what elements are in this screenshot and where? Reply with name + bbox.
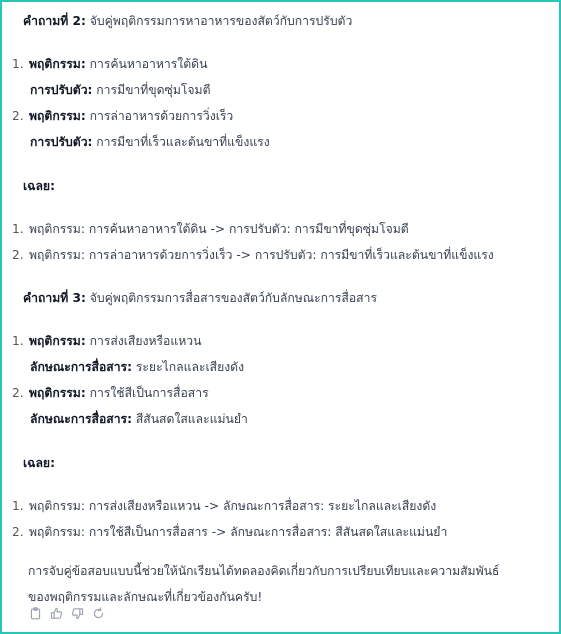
communication-text: สีสันสดใสและแม่นยำ: [131, 412, 248, 426]
communication-label: ลักษณะการสื่อสาร:: [30, 360, 132, 374]
list-number: 1.: [12, 222, 24, 236]
thumbs-up-button[interactable]: [48, 605, 64, 621]
behavior-text: การล่าอาหารด้วยการวิ่งเร็ว: [85, 109, 234, 123]
list-item: [12, 332, 552, 377]
behavior-text: การส่งเสียงหรือแหวน: [85, 334, 202, 348]
message-toolbar: [27, 605, 106, 621]
behavior-text: การใช้สีเป็นการสื่อสาร: [85, 386, 209, 400]
answer-text: พฤติกรรม: การล่าอาหารด้วยการวิ่งเร็ว -> การปรับตัว: การมีขาที่เร็วและต้นขาที่แข็งแรง: [29, 248, 494, 262]
behavior-text: การค้นหาอาหารใต้ดิน: [85, 57, 208, 71]
thumbs-up-icon: [50, 607, 63, 620]
behavior-label: พฤติกรรม:: [29, 57, 86, 71]
answer-item: [12, 220, 552, 239]
closing-line-2: ของพฤติกรรมและลักษณะที่เกี่ยวข้องกันครับ!: [28, 590, 263, 604]
list-number: 1.: [12, 499, 24, 513]
question-3-heading: [23, 289, 552, 308]
clipboard-icon: [29, 607, 42, 620]
question-2-answers: [12, 220, 552, 265]
thumbs-down-button[interactable]: [69, 605, 85, 621]
regenerate-button[interactable]: [90, 605, 106, 621]
behavior-label: พฤติกรรม:: [29, 334, 86, 348]
list-number: 1.: [12, 334, 24, 348]
list-number: 2.: [12, 248, 24, 262]
answer-text: พฤติกรรม: การส่งเสียงหรือแหวน -> ลักษณะการสื่อสาร: ระยะไกลและเสียงดัง: [29, 499, 437, 513]
question-2-label: คำถามที่ 2:: [23, 14, 86, 28]
closing-line-1: การจับคู่ข้อสอบแบบนี้ช่วยให้นักเรียนได้ทดลองคิดเกี่ยวกับการเปรียบเทียบและความสัมพันธ์: [28, 564, 500, 578]
list-number: 2.: [12, 109, 24, 123]
list-number: 2.: [12, 525, 24, 539]
question-3-label: คำถามที่ 3:: [23, 291, 86, 305]
adaptation-label: การปรับตัว:: [30, 83, 93, 97]
question-2-items: [12, 55, 552, 152]
communication-label: ลักษณะการสื่อสาร:: [30, 412, 132, 426]
answer-item: [12, 523, 552, 542]
thumbs-down-icon: [71, 607, 84, 620]
list-number: 1.: [12, 57, 24, 71]
list-item: [12, 384, 552, 429]
behavior-label: พฤติกรรม:: [29, 109, 86, 123]
answer-heading: เฉลย:: [23, 179, 55, 193]
answer-text: พฤติกรรม: การค้นหาอาหารใต้ดิน -> การปรับตัว: การมีขาที่ขุดซุ่มโจมตี: [29, 222, 409, 236]
adaptation-label: การปรับตัว:: [30, 135, 93, 149]
closing-paragraph: [28, 558, 552, 610]
list-item: [12, 107, 552, 152]
behavior-label: พฤติกรรม:: [29, 386, 86, 400]
adaptation-text: การมีขาที่เร็วและต้นขาที่แข็งแรง: [92, 135, 270, 149]
question-3-answers: [12, 497, 552, 542]
question-3-items: [12, 332, 552, 429]
copy-button[interactable]: [27, 605, 43, 621]
answer-item: [12, 246, 552, 265]
communication-text: ระยะไกลและเสียงดัง: [131, 360, 245, 374]
adaptation-text: การมีขาที่ขุดซุ่มโจมตี: [92, 83, 211, 97]
question-2-heading: [23, 12, 552, 31]
response-content: [12, 12, 552, 610]
answer-text: พฤติกรรม: การใช้สีเป็นการสื่อสาร -> ลักษณะการสื่อสาร: สีสันสดใสและแม่นยำ: [29, 525, 448, 539]
answer-item: [12, 497, 552, 516]
answer-heading: เฉลย:: [23, 456, 55, 470]
list-number: 2.: [12, 386, 24, 400]
regenerate-icon: [92, 607, 105, 620]
question-2-text: จับคู่พฤติกรรมการหาอาหารของสัตว์กับการปรับตัว: [85, 14, 353, 28]
list-item: [12, 55, 552, 100]
question-3-text: จับคู่พฤติกรรมการสื่อสารของสัตว์กับลักษณะการสื่อสาร: [85, 291, 377, 305]
